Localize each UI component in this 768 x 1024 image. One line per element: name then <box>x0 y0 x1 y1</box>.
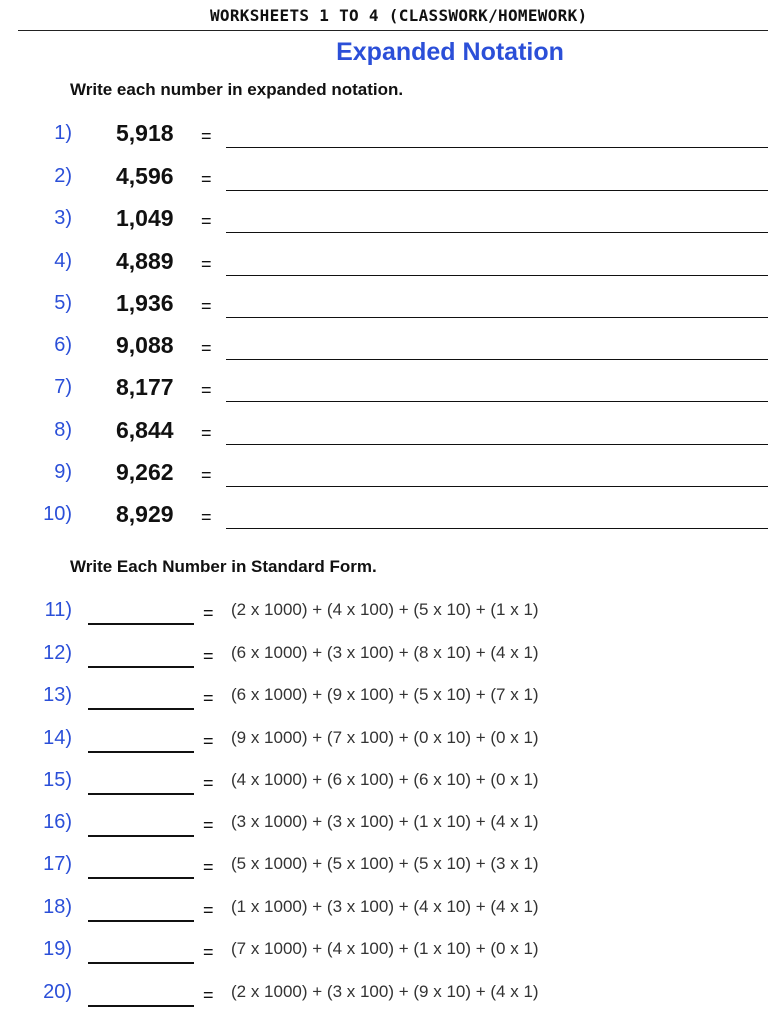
question-number: 6) <box>54 334 72 356</box>
question-number: 16) <box>43 811 72 833</box>
equals-sign: = <box>201 380 212 400</box>
given-number: 5,918 <box>116 120 174 146</box>
question-number: 5) <box>54 292 72 314</box>
worksheet-header: WORKSHEETS 1 TO 4 (CLASSWORK/HOMEWORK) <box>210 6 588 25</box>
answer-line[interactable] <box>226 444 768 445</box>
standard-item-14 <box>0 725 768 755</box>
question-number: 13) <box>43 684 72 706</box>
standard-item-18 <box>0 894 768 924</box>
equals-sign: = <box>203 942 214 962</box>
given-number: 1,936 <box>116 290 174 316</box>
equals-sign: = <box>201 465 212 485</box>
expanded-item-9 <box>0 459 768 489</box>
expanded-expression: (9 x 1000) + (7 x 100) + (0 x 10) + (0 x 1) <box>231 728 539 747</box>
answer-blank[interactable] <box>88 1005 194 1007</box>
given-number: 9,088 <box>116 332 174 358</box>
equals-sign: = <box>203 900 214 920</box>
equals-sign: = <box>203 857 214 877</box>
equals-sign: = <box>201 211 212 231</box>
expanded-expression: (1 x 1000) + (3 x 100) + (4 x 10) + (4 x 1) <box>231 897 539 916</box>
expanded-expression: (4 x 1000) + (6 x 100) + (6 x 10) + (0 x 1) <box>231 770 539 789</box>
question-number: 10) <box>43 503 72 525</box>
question-number: 17) <box>43 853 72 875</box>
answer-blank[interactable] <box>88 751 194 753</box>
question-number: 9) <box>54 461 72 483</box>
answer-blank[interactable] <box>88 708 194 710</box>
answer-blank[interactable] <box>88 877 194 879</box>
question-number: 8) <box>54 419 72 441</box>
question-number: 4) <box>54 250 72 272</box>
equals-sign: = <box>203 815 214 835</box>
expanded-expression: (6 x 1000) + (3 x 100) + (8 x 10) + (4 x 1) <box>231 643 539 662</box>
answer-blank[interactable] <box>88 666 194 668</box>
expanded-expression: (6 x 1000) + (9 x 100) + (5 x 10) + (7 x 1) <box>231 685 539 704</box>
answer-line[interactable] <box>226 528 768 529</box>
expanded-expression: (2 x 1000) + (4 x 100) + (5 x 10) + (1 x 1) <box>231 600 539 619</box>
expanded-item-3 <box>0 205 768 235</box>
equals-sign: = <box>201 169 212 189</box>
answer-line[interactable] <box>226 232 768 233</box>
expanded-expression: (5 x 1000) + (5 x 100) + (5 x 10) + (3 x 1) <box>231 854 539 873</box>
given-number: 9,262 <box>116 459 174 485</box>
equals-sign: = <box>203 646 214 666</box>
answer-line[interactable] <box>226 147 768 148</box>
question-number: 1) <box>54 122 72 144</box>
question-number: 20) <box>43 981 72 1003</box>
expanded-expression: (2 x 1000) + (3 x 100) + (9 x 10) + (4 x 1) <box>231 982 539 1001</box>
given-number: 4,596 <box>116 163 174 189</box>
given-number: 8,177 <box>116 374 174 400</box>
answer-blank[interactable] <box>88 835 194 837</box>
answer-blank[interactable] <box>88 793 194 795</box>
question-number: 2) <box>54 165 72 187</box>
answer-blank[interactable] <box>88 920 194 922</box>
expanded-item-4 <box>0 248 768 278</box>
standard-item-15 <box>0 767 768 797</box>
equals-sign: = <box>201 507 212 527</box>
section1-instruction: Write each number in expanded notation. <box>70 80 404 99</box>
expanded-item-6 <box>0 332 768 362</box>
expanded-expression: (7 x 1000) + (4 x 100) + (1 x 10) + (0 x 1) <box>231 939 539 958</box>
equals-sign: = <box>201 126 212 146</box>
expanded-item-1 <box>0 120 768 150</box>
standard-item-17 <box>0 851 768 881</box>
section2-instruction: Write Each Number in Standard Form. <box>70 557 377 576</box>
expanded-item-8 <box>0 417 768 447</box>
standard-item-11 <box>0 597 768 627</box>
answer-line[interactable] <box>226 359 768 360</box>
answer-blank[interactable] <box>88 623 194 625</box>
equals-sign: = <box>201 296 212 316</box>
expanded-item-10 <box>0 501 768 531</box>
standard-item-12 <box>0 640 768 670</box>
answer-line[interactable] <box>226 317 768 318</box>
equals-sign: = <box>203 731 214 751</box>
equals-sign: = <box>203 688 214 708</box>
equals-sign: = <box>201 338 212 358</box>
equals-sign: = <box>203 985 214 1005</box>
question-number: 12) <box>43 642 72 664</box>
equals-sign: = <box>203 773 214 793</box>
given-number: 4,889 <box>116 248 174 274</box>
expanded-item-7 <box>0 374 768 404</box>
expanded-item-5 <box>0 290 768 320</box>
standard-item-20 <box>0 979 768 1009</box>
question-number: 15) <box>43 769 72 791</box>
header-divider <box>18 30 768 31</box>
question-number: 11) <box>44 599 72 621</box>
expanded-expression: (3 x 1000) + (3 x 100) + (1 x 10) + (4 x 1) <box>231 812 539 831</box>
question-number: 7) <box>54 376 72 398</box>
answer-line[interactable] <box>226 401 768 402</box>
question-number: 3) <box>54 207 72 229</box>
answer-blank[interactable] <box>88 962 194 964</box>
question-number: 14) <box>43 727 72 749</box>
answer-line[interactable] <box>226 486 768 487</box>
standard-item-19 <box>0 936 768 966</box>
answer-line[interactable] <box>226 190 768 191</box>
standard-item-13 <box>0 682 768 712</box>
page-title: Expanded Notation <box>336 38 564 66</box>
given-number: 6,844 <box>116 417 174 443</box>
equals-sign: = <box>201 254 212 274</box>
expanded-item-2 <box>0 163 768 193</box>
equals-sign: = <box>203 603 214 623</box>
question-number: 19) <box>43 938 72 960</box>
given-number: 1,049 <box>116 205 174 231</box>
equals-sign: = <box>201 423 212 443</box>
answer-line[interactable] <box>226 275 768 276</box>
question-number: 18) <box>43 896 72 918</box>
given-number: 8,929 <box>116 501 174 527</box>
standard-item-16 <box>0 809 768 839</box>
